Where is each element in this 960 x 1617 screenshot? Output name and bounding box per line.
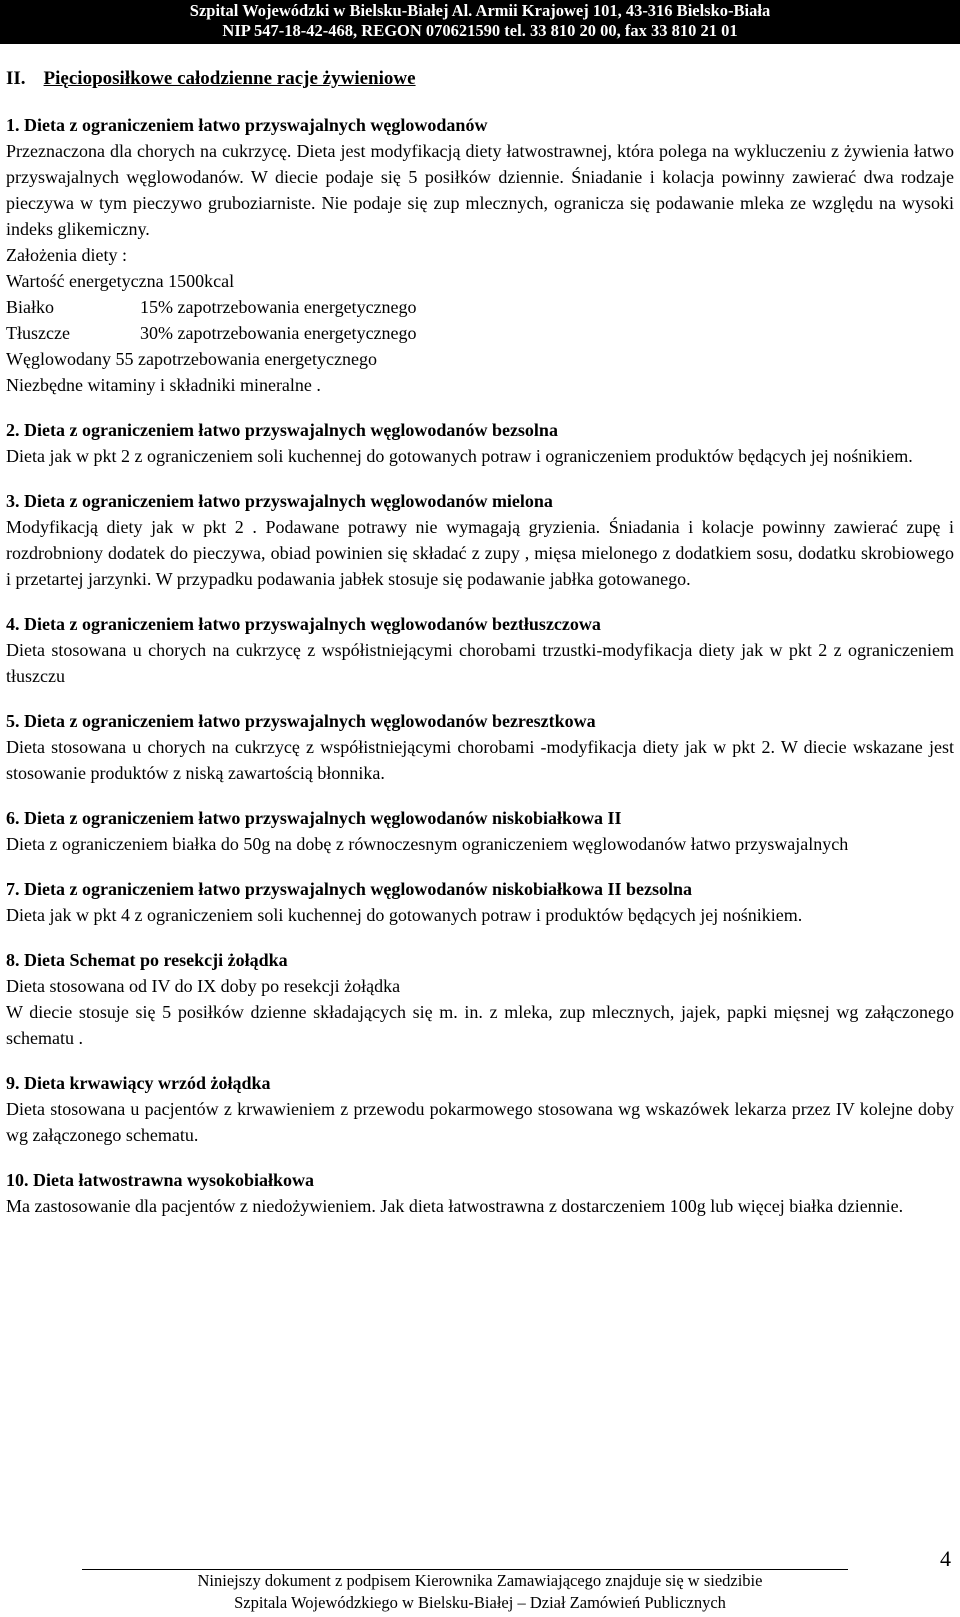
protein-value: 15% zapotrzebowania energetycznego: [140, 297, 417, 317]
diet-description: Dieta stosowana u pacjentów z krwawieniem z przewodu pokarmowego stosowana wg wskazówek lekarza przez IV kolejne doby wg załączonego schematu.: [6, 1099, 954, 1145]
header-contact: NIP 547-18-42-468, REGON 070621590 tel. 33 810 20 00, fax 33 810 21 01: [222, 21, 738, 40]
diet-heading: 2. Dieta z ograniczeniem łatwo przyswajalnych węglowodanów bezsolna: [6, 420, 558, 440]
diet-heading: 9. Dieta krwawiący wrzód żołądka: [6, 1073, 271, 1093]
diet-1: [6, 112, 954, 398]
diet-heading: 10. Dieta łatwostrawna wysokobiałkowa: [6, 1170, 315, 1190]
energy-value: Wartość energetyczna 1500kcal: [6, 271, 235, 291]
section-heading: Pięcioposiłkowe całodzienne racje żywieniowe: [43, 68, 416, 89]
diet-description: Dieta stosowana u chorych na cukrzycę z współistniejącymi chorobami -modyfikacja diety jak w pkt 2. W diecie wskazane jest stosowanie produktów z niską zawartością błonnika.: [6, 737, 954, 783]
diet-description: W diecie stosuje się 5 posiłków dzienne składających się m. in. z mleka, zup mlecznych, jajek, papki mięsnej wg załączonego schematu .: [6, 1002, 954, 1048]
document-body: [6, 66, 954, 1238]
vitamins-row: Niezbędne witaminy i składniki mineralne .: [6, 375, 321, 395]
diet-heading: 5. Dieta z ograniczeniem łatwo przyswajalnych węglowodanów bezresztkowa: [6, 711, 596, 731]
diet-9: [6, 1070, 954, 1148]
page-number: 4: [940, 1546, 951, 1571]
fat-value: 30% zapotrzebowania energetycznego: [140, 323, 417, 343]
diet-description: Modyfikacją diety jak w pkt 2 . Podawane potrawy nie wymagają gryzienia. Śniadania i kolacje powinny zawierać zupę i rozdrobniony dodatek do pieczywa, obiad powinien się składać z zupy , mięsa mielonego z dodatkiem sosu, dodatku skrobiowego i przetartej jarzynki. W przypadku podawania jabłek stosuje się podawanie jabłka gotowanego.: [6, 517, 954, 589]
diet-description: Ma zastosowanie dla pacjentów z niedożywieniem. Jak dieta łatwostrawna z dostarczeniem 100g lub więcej białka dziennie.: [6, 1196, 904, 1216]
diet-description: Dieta stosowana u chorych na cukrzycę z współistniejącymi chorobami trzustki-modyfikacja diety jak w pkt 2 z ograniczeniem tłuszczu: [6, 640, 954, 686]
footer-line-1: Niniejszy dokument z podpisem Kierownika Zamawiającego znajduje się w siedzibie: [197, 1571, 763, 1590]
diet-description: Dieta jak w pkt 4 z ograniczeniem soli kuchennej do gotowanych potraw i produktów będących jej nośnikiem.: [6, 905, 803, 925]
carbs-row: Węglowodany 55 zapotrzebowania energetycznego: [6, 349, 378, 369]
diet-heading: 7. Dieta z ograniczeniem łatwo przyswajalnych węglowodanów niskobiałkowa II bezsolna: [6, 879, 693, 899]
diet-8: [6, 947, 954, 1051]
protein-row: [6, 294, 954, 320]
diet-heading: 4. Dieta z ograniczeniem łatwo przyswajalnych węglowodanów beztłuszczowa: [6, 614, 601, 634]
diet-description: Dieta z ograniczeniem białka do 50g na dobę z równoczesnym ograniczeniem węglowodanów łatwo przyswajalnych: [6, 834, 849, 854]
diet-6: [6, 805, 954, 857]
diet-usage: Dieta stosowana od IV do IX doby po resekcji żołądka: [6, 976, 401, 996]
diet-heading: 8. Dieta Schemat po resekcji żołądka: [6, 950, 288, 970]
diet-description: Przeznaczona dla chorych na cukrzycę. Dieta jest modyfikacją diety łatwostrawnej, która polega na wykluczeniu z żywienia łatwo przyswajalnych węglowodanów. W diecie podaje się 5 posiłków dziennie. Śniadanie i kolacja powinny zawierać dwa rodzaje pieczywa w tym pieczywo gruboziarniste. Nie podaje się zup mlecznych, ogranicza się podawanie mleka ze względu na wysoki indeks glikemiczny.: [6, 141, 954, 239]
diet-heading: 3. Dieta z ograniczeniem łatwo przyswajalnych węglowodanów mielona: [6, 491, 553, 511]
section-title: [6, 66, 954, 92]
diet-heading: 1. Dieta z ograniczeniem łatwo przyswajalnych węglowodanów: [6, 115, 488, 135]
diet-5: [6, 708, 954, 786]
document-header: [0, 0, 960, 44]
diet-7: [6, 876, 954, 928]
diet-3: [6, 488, 954, 592]
footer-line-2: Szpitala Wojewódzkiego w Bielsku-Białej – Dział Zamówień Publicznych: [234, 1593, 726, 1612]
document-footer: [0, 1570, 960, 1614]
diet-2: [6, 417, 954, 469]
diet-10: [6, 1167, 954, 1219]
diet-4: [6, 611, 954, 689]
assumptions-label: Założenia diety :: [6, 245, 127, 265]
diet-description: Dieta jak w pkt 2 z ograniczeniem soli kuchennej do gotowanych potraw i ograniczeniem produktów będących jej nośnikiem.: [6, 446, 913, 466]
fat-label: Tłuszcze: [6, 323, 70, 343]
header-address: Szpital Wojewódzki w Bielsku-Białej Al. Armii Krajowej 101, 43-316 Bielsko-Biała: [189, 1, 771, 20]
section-number: II.: [6, 68, 26, 89]
protein-label: Białko: [6, 297, 54, 317]
fat-row: [6, 320, 954, 346]
diet-heading: 6. Dieta z ograniczeniem łatwo przyswajalnych węglowodanów niskobiałkowa II: [6, 808, 622, 828]
